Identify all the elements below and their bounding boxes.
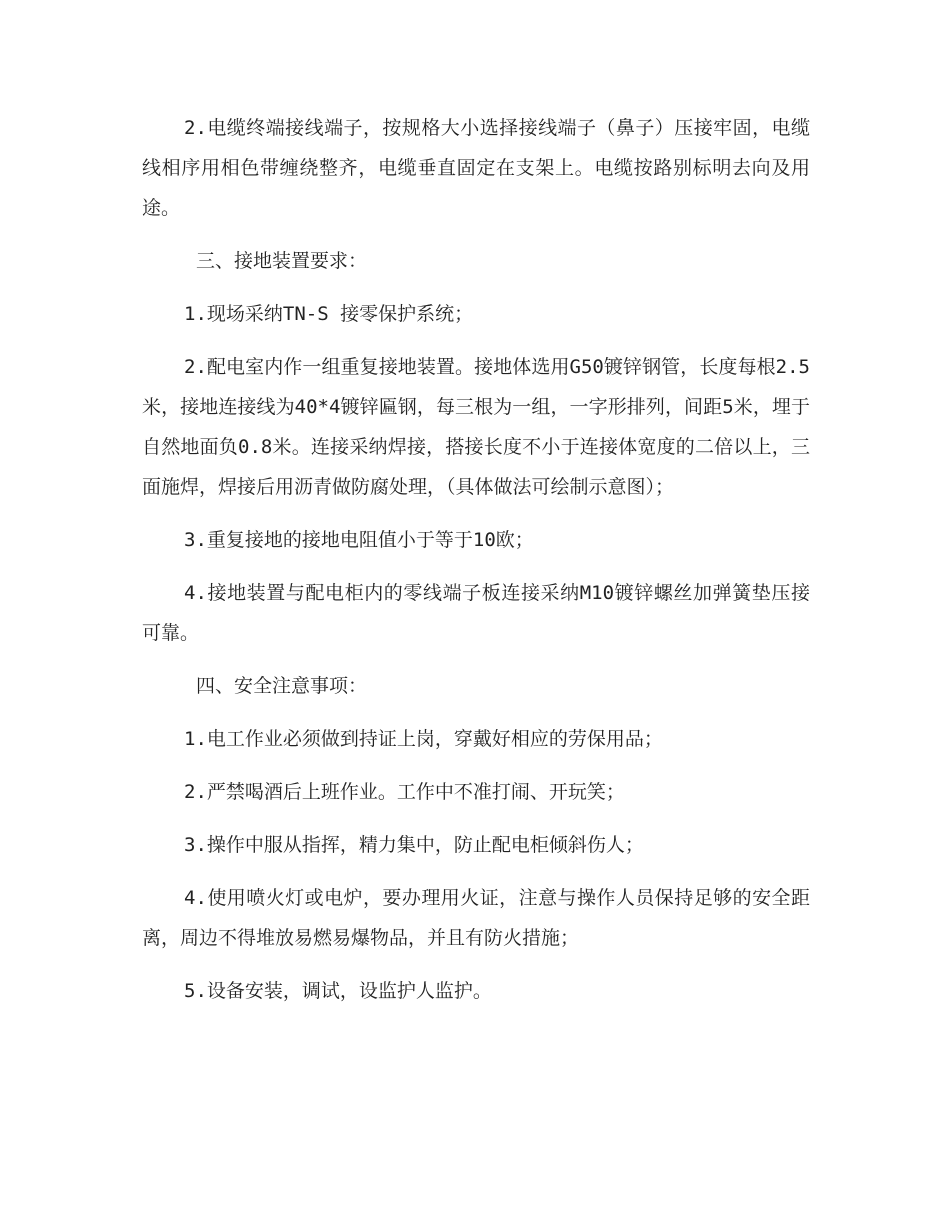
grounding-item-2: 2.配电室内作一组重复接地装置。接地体选用G50镀锌钢管，长度每根2.5米，接地连接线为40*4镀锌匾钢，每三根为一组，一字形排列，间距5米，埋于自然地面负0.8米。连接采纳焊接，搭接长度不小于连接体宽度的二倍以上，三面施焊，焊接后用沥青做防腐处理，（具体做法可绘制示意图）； — [142, 356, 810, 498]
grounding-item-1: 1.现场采纳TN-S 接零保护系统； — [184, 303, 474, 325]
grounding-item-3: 3.重复接地的接地电阻值小于等于10欧； — [184, 529, 534, 551]
safety-item-1: 1.电工作业必须做到持证上岗，穿戴好相应的劳保用品； — [184, 728, 663, 750]
paragraph-cable-terminal: 2.电缆终端接线端子，按规格大小选择接线端子（鼻子）压接牢固，电缆线相序用相色带缠绕整齐，电缆垂直固定在支架上。电缆按路别标明去向及用途。 — [142, 117, 810, 219]
safety-item-3: 3.操作中服从指挥，精力集中，防止配电柜倾斜伤人； — [184, 834, 644, 856]
safety-item-4: 4.使用喷火灯或电炉，要办理用火证，注意与操作人员保持足够的安全距离，周边不得堆放易燃易爆物品，并且有防火措施； — [142, 887, 810, 949]
safety-item-5: 5.设备安装，调试，设监护人监护。 — [184, 980, 492, 1002]
document-body — [142, 108, 810, 1024]
section-heading-safety: 四、安全注意事项： — [196, 675, 368, 697]
grounding-item-4: 4.接地装置与配电柜内的零线端子板连接采纳M10镀锌螺丝加弹簧垫压接可靠。 — [142, 582, 810, 644]
section-heading-grounding: 三、接地装置要求： — [196, 250, 368, 272]
safety-item-2: 2.严禁喝酒后上班作业。工作中不准打闹、开玩笑； — [184, 781, 625, 803]
